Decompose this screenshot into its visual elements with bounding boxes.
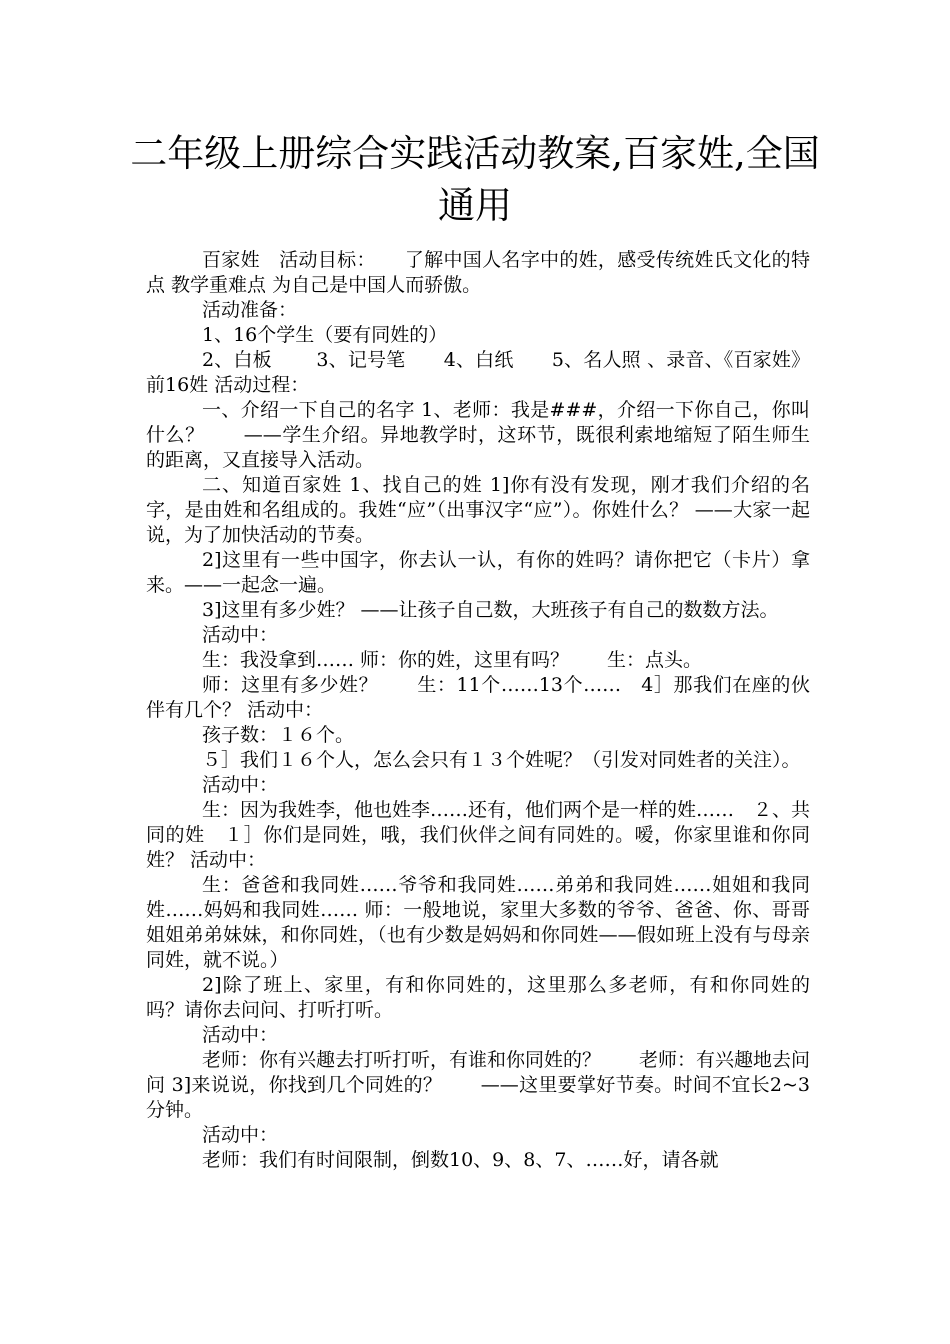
paragraph: 二、知道百家姓 1、找自己的姓 1]你有没有发现，刚才我们介绍的名字，是由姓和名组成的。我姓“应”（出事汉字“应”）。你姓什么？ ——大家一起说，为了加快活动的节奏。: [146, 474, 810, 546]
paragraph: 生：因为我姓李，他也姓李……还有，他们两个是一样的姓…… ２、共同的姓 １］你们是同姓，哦，我们伙伴之间有同姓的。嗳，你家里谁和你同姓？ 活动中：: [146, 799, 811, 871]
paragraph: 活动中：: [202, 1024, 279, 1046]
paragraph: 生：我没拿到…… 师：你的姓，这里有吗？ 生：点头。: [202, 649, 703, 671]
paragraph: 1、16个学生（要有同姓的）: [202, 324, 448, 346]
paragraph: 活动准备：: [202, 299, 298, 321]
paragraph: 孩子数：１６个。: [202, 724, 355, 746]
paragraph: 老师：我们有时间限制，倒数10、9、8、7、……好，请各就: [202, 1149, 719, 1171]
paragraph: 2]除了班上、家里，有和你同姓的，这里那么多老师，有和你同姓的吗？请你去问问、打听打听。: [146, 974, 810, 1021]
paragraph: 师：这里有多少姓？ 生：11个……13个…… 4］那我们在座的伙伴有几个？ 活动中：: [146, 674, 810, 721]
paragraph: 3]这里有多少姓？ ——让孩子自己数，大班孩子有自己的数数方法。: [202, 599, 779, 621]
paragraph: 一、介绍一下自己的名字 1、老师：我是###，介绍一下你自己，你叫什么？ ——学生介绍。异地教学时，这环节，既很利索地缩短了陌生师生的距离，又直接导入活动。: [146, 399, 810, 471]
paragraph: 2]这里有一些中国字，你去认一认，有你的姓吗？请你把它（卡片）拿来。——一起念一遍。: [146, 549, 810, 596]
paragraph: 生：爸爸和我同姓……爷爷和我同姓……弟弟和我同姓……姐姐和我同姓……妈妈和我同姓…… 师：一般地说，家里大多数的爷爷、爸爸、你、哥哥姐姐弟弟妹妹，和你同姓，（也有少数是妈妈和你同姓——假如班上没有与母亲同姓，就不说。）: [146, 874, 810, 971]
paragraph: 百家姓 活动目标： 了解中国人名字中的姓，感受传统姓氏文化的特点 教学重难点 为自己是中国人而骄傲。: [146, 249, 810, 296]
document-body: [146, 248, 810, 1173]
paragraph: 活动中：: [202, 774, 279, 796]
document-title: 二年级上册综合实践活动教案,百家姓,全国通用: [130, 132, 820, 227]
paragraph: 2、白板 3、记号笔 4、白纸 5、名人照 、录音、《百家姓》前16姓 活动过程：: [146, 349, 810, 396]
paragraph: ５］我们１６个人，怎么会只有１３个姓呢？（引发对同姓者的关注）。: [202, 749, 801, 771]
paragraph: 活动中：: [202, 624, 279, 646]
paragraph: 活动中：: [202, 1124, 279, 1146]
paragraph: 老师：你有兴趣去打听打听，有谁和你同姓的？ 老师：有兴趣地去问问 3]来说说，你找到几个同姓的？ ——这里要掌好节奏。时间不宜长2~3分钟。: [146, 1049, 811, 1121]
